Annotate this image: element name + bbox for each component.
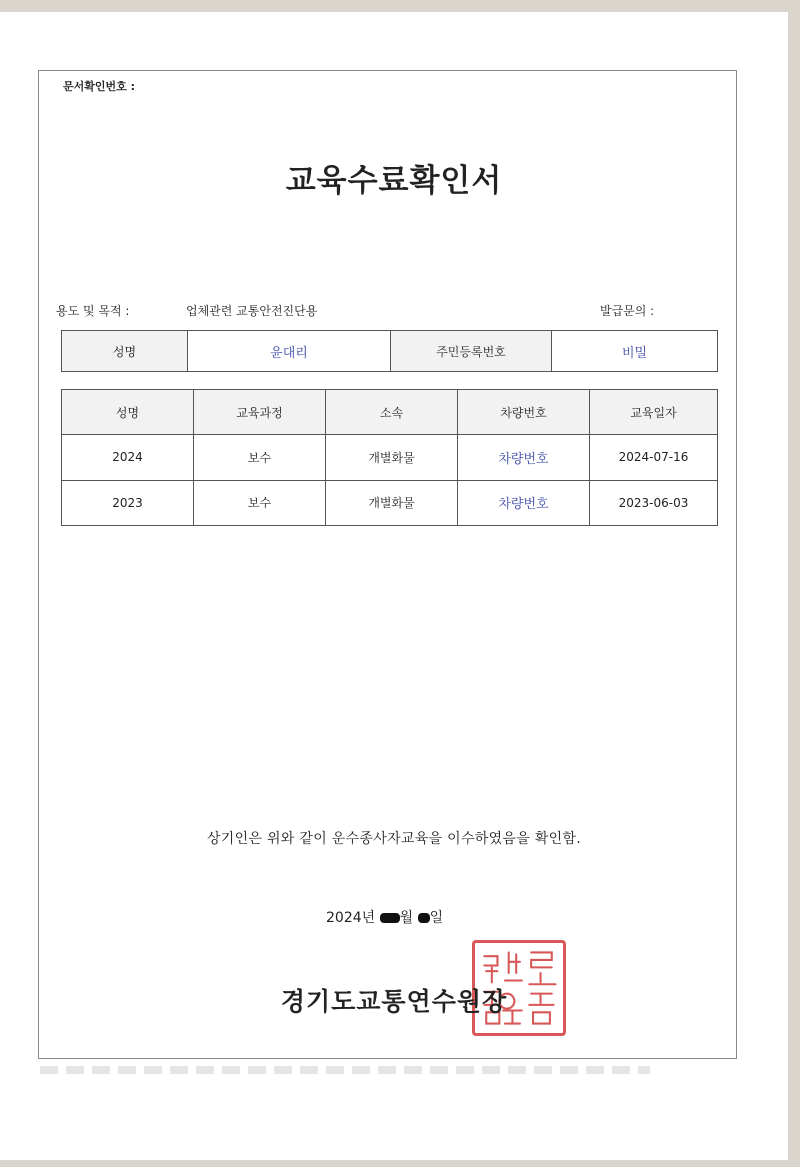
- document-title: 교육수료확인서: [285, 163, 503, 199]
- table-header-row: [62, 390, 718, 435]
- education-records-table: [61, 389, 718, 526]
- name-value: 윤대리: [188, 331, 391, 372]
- cell-course: 보수: [194, 480, 326, 525]
- purpose-value: 업체관련 교통안전진단용: [186, 304, 318, 318]
- purpose-label: 용도 및 목적 :: [56, 304, 130, 318]
- redacted-day: [418, 913, 430, 923]
- cell-affiliation: 개별화물: [326, 480, 458, 525]
- document-number-label: 문서확인번호 :: [63, 80, 135, 93]
- cell-affiliation: 개별화물: [326, 435, 458, 480]
- header-education-date: 교육일자: [590, 390, 718, 435]
- id-value: 비밀: [552, 331, 718, 372]
- person-info-table: [61, 330, 718, 372]
- table-row: [62, 435, 718, 480]
- cell-vehicle-number: 차량번호: [458, 480, 590, 525]
- cell-name: 2024: [62, 435, 194, 480]
- table-row: [62, 480, 718, 525]
- issuer-name: 경기도교통연수원장: [280, 987, 508, 1016]
- cell-course: 보수: [194, 435, 326, 480]
- date-year: 2024년: [326, 910, 376, 926]
- cell-vehicle-number: 차량번호: [458, 435, 590, 480]
- name-label: 성명: [62, 331, 188, 372]
- header-vehicle-number: 차량번호: [458, 390, 590, 435]
- cell-name: 2023: [62, 480, 194, 525]
- cell-education-date: 2024-07-16: [590, 435, 718, 480]
- issue-date: [326, 907, 443, 927]
- header-course: 교육과정: [194, 390, 326, 435]
- header-affiliation: 소속: [326, 390, 458, 435]
- date-month-suffix: 월: [399, 910, 414, 926]
- faded-footer-text: [40, 1066, 650, 1074]
- id-label: 주민등록번호: [391, 331, 552, 372]
- cell-education-date: 2023-06-03: [590, 480, 718, 525]
- redacted-month: [380, 913, 400, 923]
- date-day-suffix: 일: [429, 910, 444, 926]
- confirmation-statement: 상기인은 위와 같이 운수종사자교육을 이수하였음을 확인함.: [206, 831, 582, 847]
- header-name: 성명: [62, 390, 194, 435]
- inquiry-label: 발급문의 :: [600, 304, 655, 318]
